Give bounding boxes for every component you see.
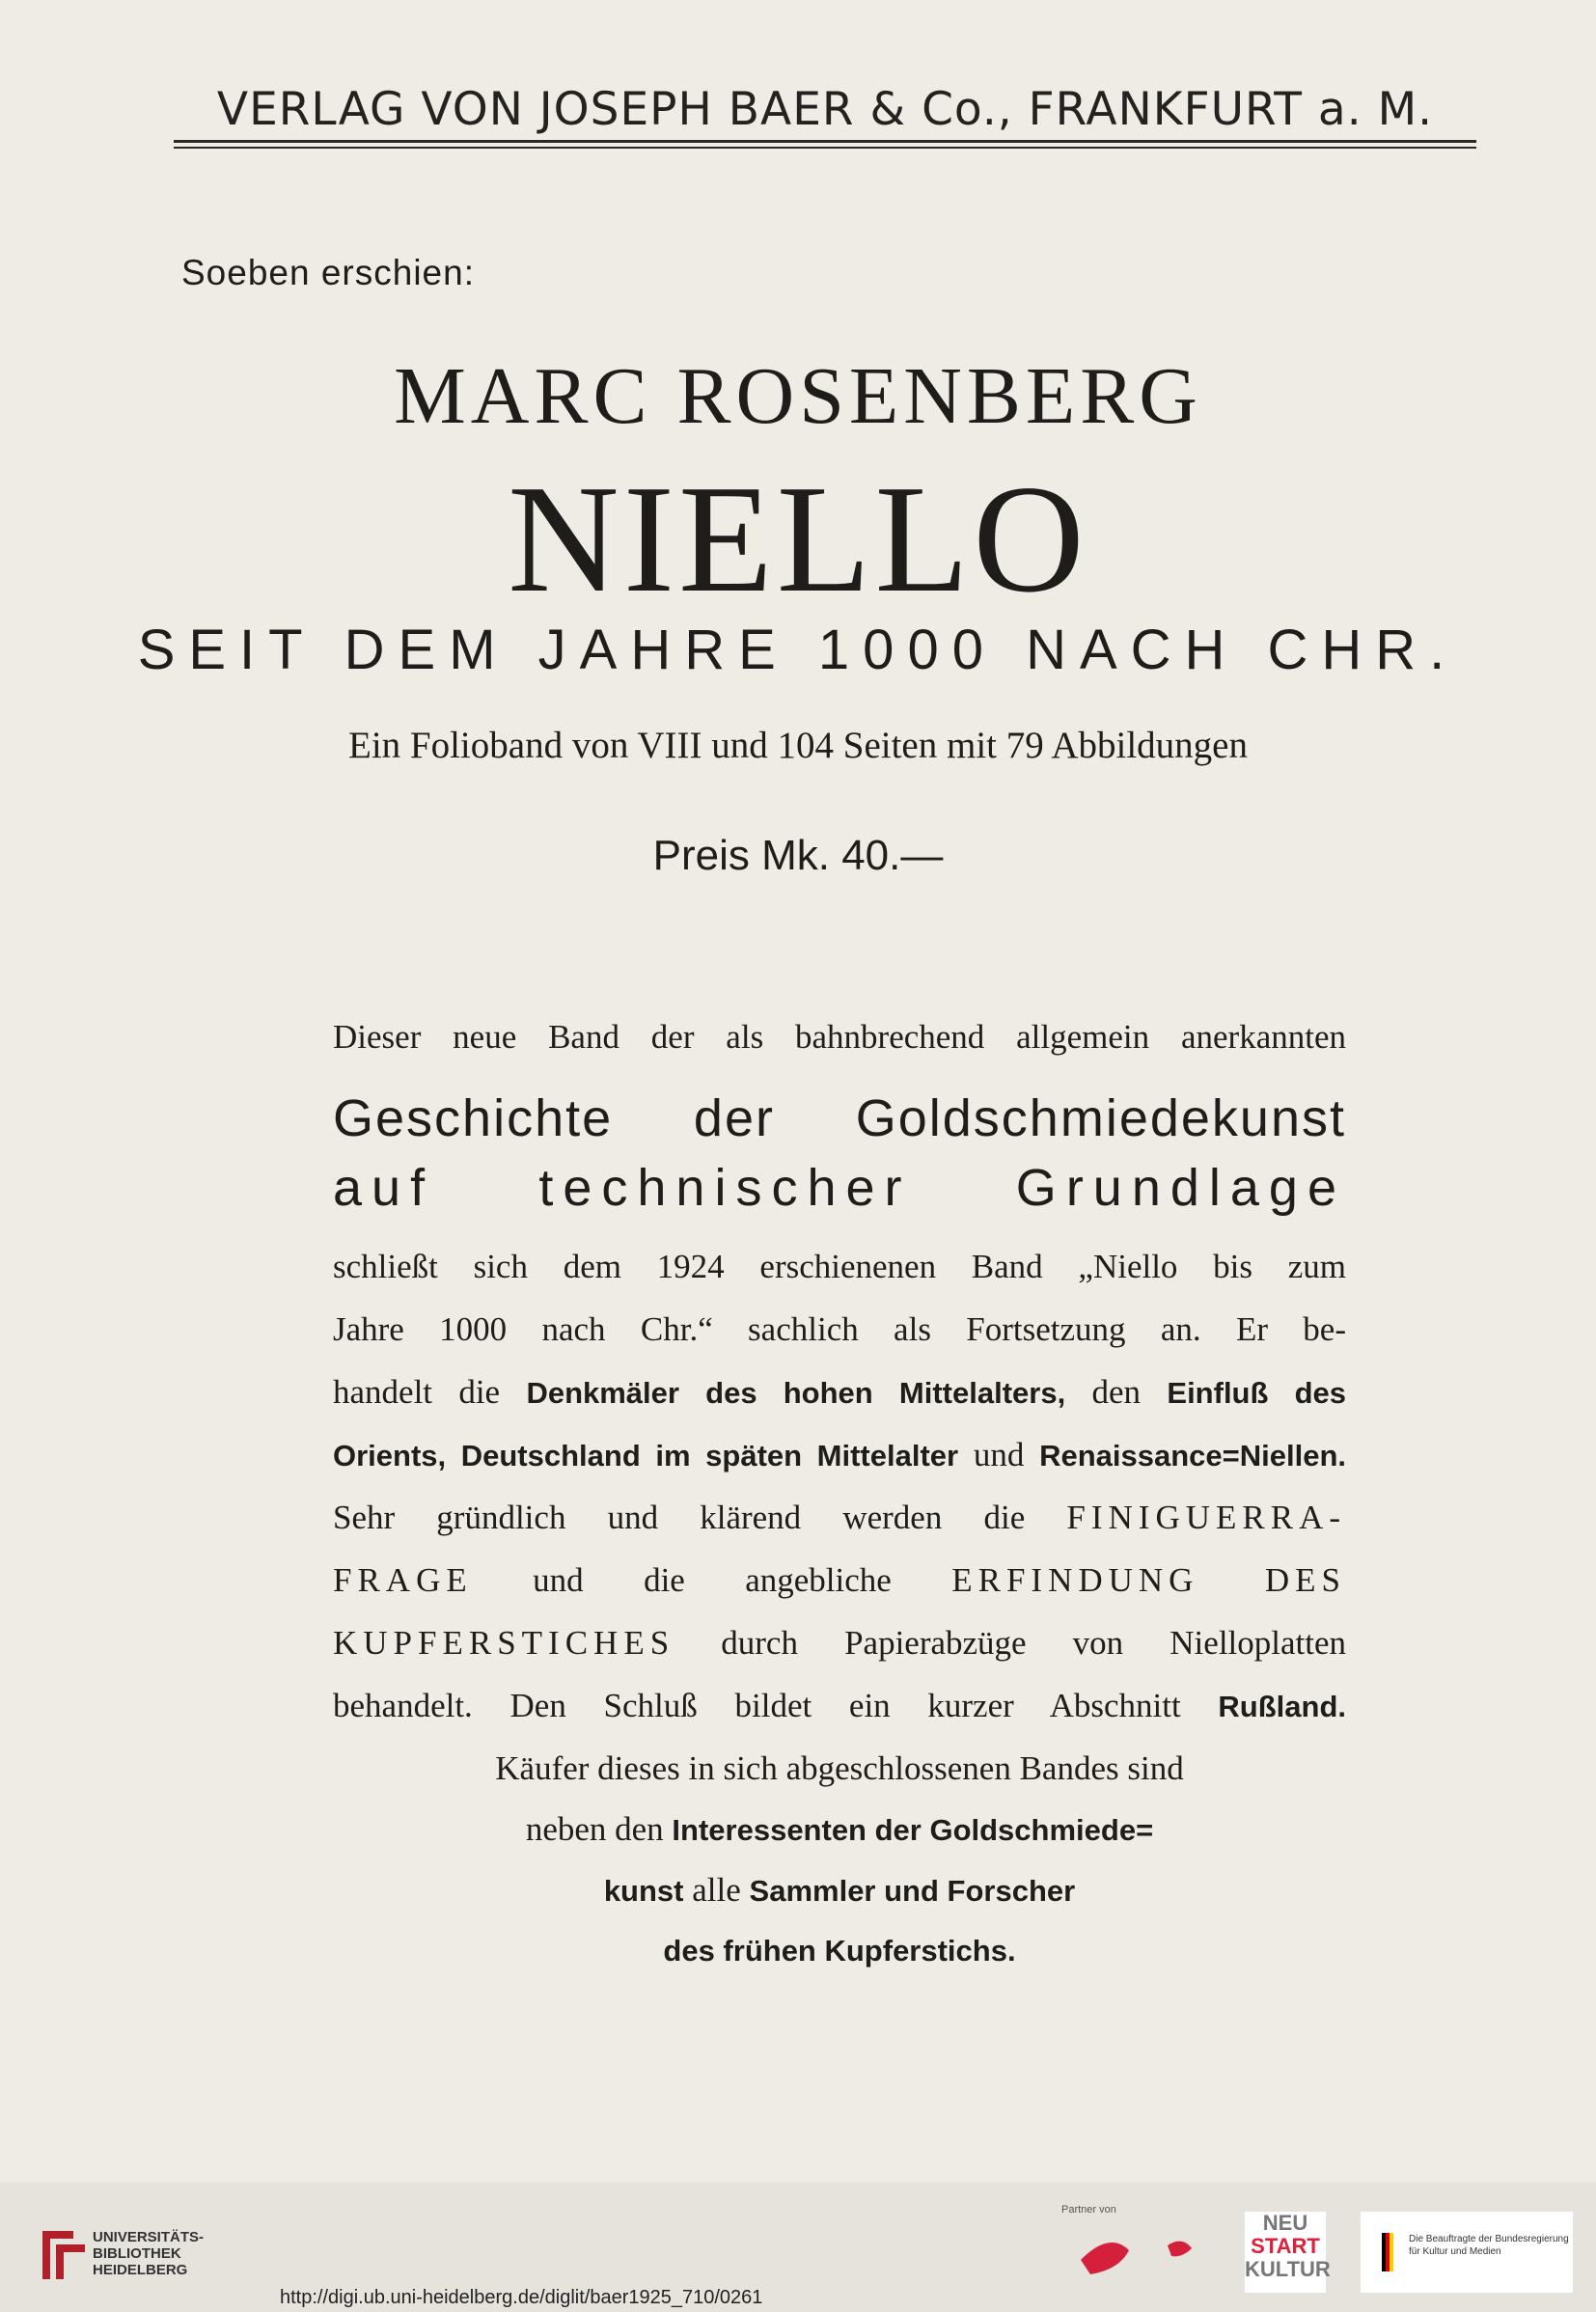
body-line: Käufer dieses in sich abgeschlossenen Bandes sind	[495, 1749, 1184, 1787]
body-line	[333, 1561, 1346, 1600]
library-name-line: BIBLIOTHEK	[93, 2245, 181, 2262]
bold-span: des frühen Kupferstichs.	[663, 1934, 1016, 1968]
federal-text	[1409, 2233, 1569, 2258]
federal-text-line: Die Beauftragte der Bundesregierung	[1409, 2234, 1569, 2244]
intro-text: Soeben erschien:	[181, 253, 475, 292]
header-rule-bottom	[174, 147, 1476, 149]
bold-span: kunst	[603, 1874, 684, 1908]
bold-span: Rußland.	[1218, 1690, 1346, 1723]
spaced-span: FRAGE	[333, 1561, 473, 1599]
neustart-line: KULTUR	[1245, 2257, 1331, 2281]
neustart-line: NEU	[1262, 2211, 1308, 2235]
text-span: und die angebliche	[533, 1561, 892, 1599]
ddb-logo-icon	[1071, 2221, 1216, 2289]
body-line	[333, 1499, 1346, 1537]
spaced-span: KUPFERSTICHES	[333, 1624, 675, 1662]
bold-span: Einfluß des	[1167, 1376, 1347, 1410]
partner-label: Partner von	[1061, 2204, 1116, 2216]
price: Preis Mk. 40.—	[652, 832, 944, 879]
bold-span: Renaissance=Niellen.	[1039, 1439, 1347, 1473]
body-line	[333, 1624, 1346, 1663]
series-title-line2: auf technischer Grundlage	[333, 1159, 1346, 1217]
text-span: neben den	[525, 1810, 664, 1848]
body-line: Dieser neue Band der als bahnbrechend allgemein anerkannten	[333, 1018, 1346, 1056]
book-title: NIELLO	[508, 453, 1088, 624]
series-title-line1: Geschichte der Goldschmiedekunst	[333, 1089, 1346, 1147]
footer-bar	[0, 2183, 1596, 2312]
body-line	[333, 1931, 1346, 1969]
body-line: Jahre 1000 nach Chr.“ sachlich als Fortsetzung an. Er be-	[333, 1310, 1346, 1348]
text-span: den	[1091, 1373, 1142, 1411]
body-line	[333, 1436, 1346, 1474]
neustart-kultur-logo	[1245, 2211, 1331, 2293]
bold-span: Sammler und Forscher	[749, 1874, 1076, 1908]
spaced-span: FINIGUERRA-	[1066, 1499, 1346, 1536]
body-line	[333, 1810, 1346, 1849]
publisher-header: VERLAG VON JOSEPH BAER & Co., FRANKFURT a. M.	[216, 83, 1434, 136]
body-line: schließt sich dem 1924 erschienenen Band „Niello bis zum	[333, 1248, 1346, 1285]
source-url[interactable]: http://digi.ub.uni-heidelberg.de/diglit/baer1925_710/0261	[280, 2287, 763, 2308]
text-span: handelt die	[333, 1373, 501, 1411]
bold-span: Denkmäler des hohen Mittelalters,	[526, 1376, 1066, 1410]
body-line	[333, 1871, 1346, 1910]
federal-eagle-icon	[1372, 2233, 1401, 2271]
text-span: behandelt. Den Schluß bildet ein kurzer Abschnitt	[333, 1687, 1181, 1724]
library-name-line: UNIVERSITÄTS-	[93, 2229, 205, 2245]
author-name: MARC ROSENBERG	[394, 351, 1202, 441]
folio-description: Ein Folioband von VIII und 104 Seiten mit 79 Abbildungen	[348, 725, 1248, 766]
library-name	[93, 2229, 204, 2278]
spaced-span: ERFINDUNG DES	[951, 1561, 1346, 1599]
federal-government-logo	[1361, 2212, 1573, 2293]
bold-span: Interessenten der Goldschmiede=	[672, 1813, 1154, 1847]
text-span: alle	[692, 1871, 741, 1909]
text-span: durch Papierabzüge von Nielloplatten	[721, 1624, 1347, 1662]
header-rule-top	[174, 140, 1476, 143]
body-line	[333, 1373, 1346, 1412]
text-span: Sehr gründlich und klärend werden die	[333, 1499, 1026, 1536]
bold-span: Orients, Deutschland im späten Mittelalter	[333, 1439, 959, 1473]
library-name-line: HEIDELBERG	[93, 2262, 188, 2278]
text-span: und	[973, 1436, 1025, 1473]
body-line	[333, 1687, 1346, 1725]
neustart-line: START	[1251, 2234, 1320, 2258]
federal-text-line: für Kultur und Medien	[1409, 2246, 1501, 2257]
book-subtitle: SEIT DEM JAHRE 1000 NACH CHR.	[137, 619, 1459, 681]
